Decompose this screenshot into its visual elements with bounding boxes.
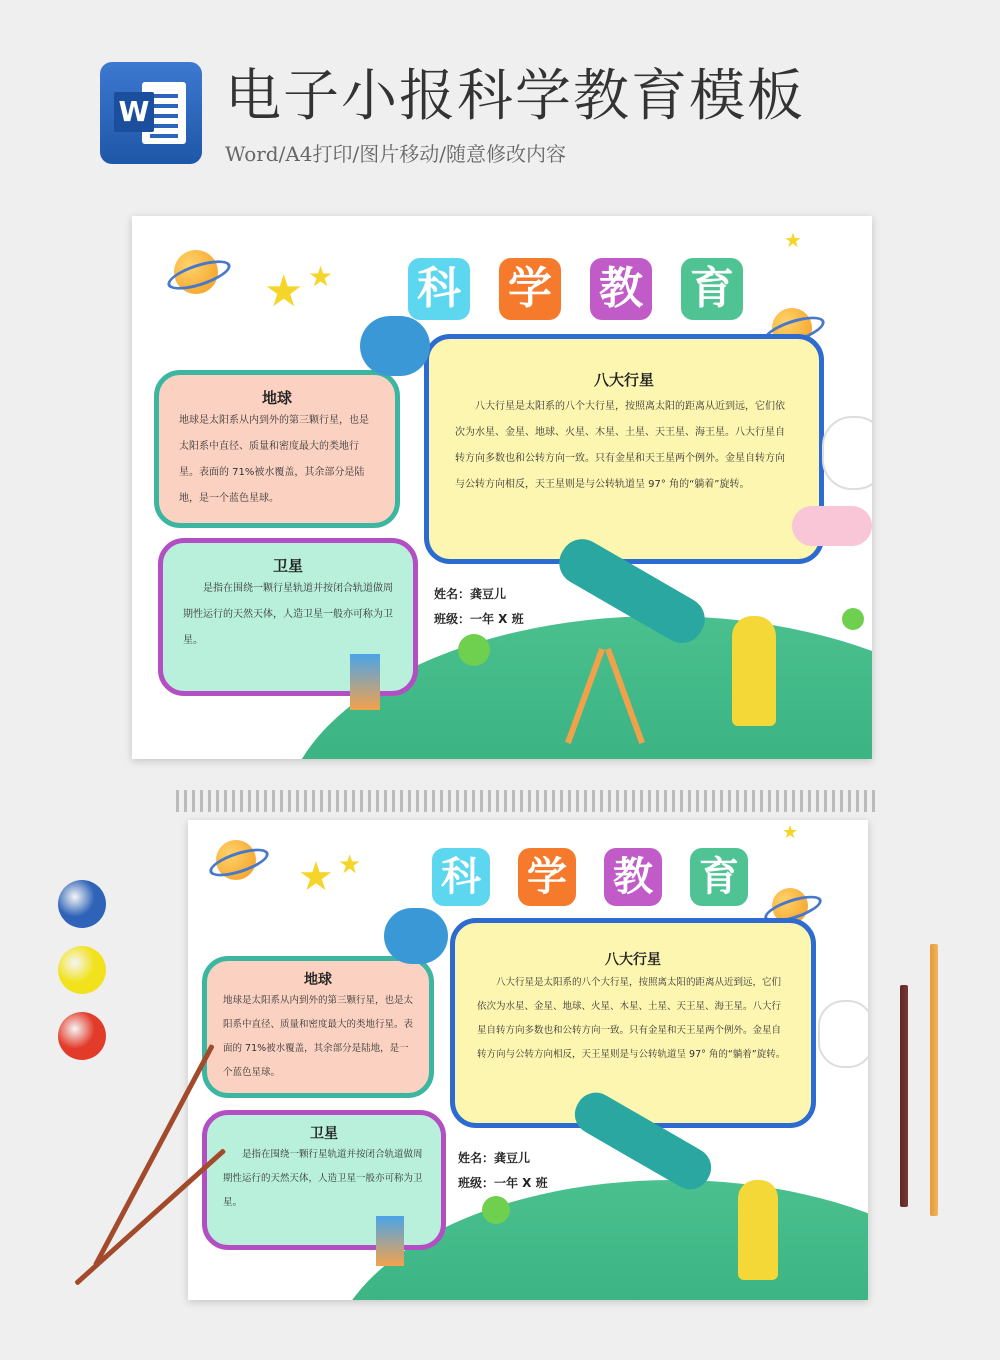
planets-box <box>424 334 824 564</box>
satellite-box <box>202 1110 446 1250</box>
star-icon: ★ <box>784 228 802 252</box>
girl-illustration <box>384 908 448 964</box>
word-app-icon <box>100 62 202 164</box>
earth-heading: 地球 <box>261 389 292 407</box>
tree-icon <box>458 634 490 666</box>
beaker-illustration <box>376 1216 404 1266</box>
poster-preview-top <box>132 216 872 759</box>
planets-text: 八大行星是太阳系的八个大行星，按照离太阳的距离从近到远，它们依次为水星、金星、地球、火星、木星、土星、天王星、海王星。八大行星自转方向多数也和公转方向一致。只有金星和天王星两个例外。金星自转方向与公转方向相反，天王星则是与公转轨道呈 97° 角的“躺着”旋转。 <box>477 977 786 1060</box>
class-line: 班级：一年 X 班 <box>458 1176 548 1190</box>
poster-preview-bottom <box>188 820 868 1300</box>
title-tile-2: 学 <box>518 848 576 906</box>
orange-pencil-icon <box>930 944 938 1216</box>
title-tile-3: 教 <box>604 848 662 906</box>
star-icon: ★ <box>338 850 362 880</box>
earth-text: 地球是太阳系从内到外的第三颗行星，也是太阳系中直径、质量和密度最大的类地行星。表面的 71%被水覆盖，其余部分是陆地，是一个蓝色星球。 <box>223 995 414 1078</box>
page-title: 电子小报科学教育模板 <box>225 64 805 129</box>
planets-heading: 八大行星 <box>593 371 654 389</box>
girl-illustration <box>360 316 430 376</box>
boy-illustration <box>738 1180 778 1280</box>
title-tile-3: 教 <box>590 258 652 320</box>
name-line: 姓名：龚豆儿 <box>434 587 507 601</box>
satellite-heading: 卫星 <box>310 1126 338 1142</box>
earth-text: 地球是太阳系从内到外的第三颗行星，也是太阳系中直径、质量和密度最大的类地行星。表面的 71%被水覆盖，其余部分是陆地，是一个蓝色星球。 <box>179 415 369 504</box>
notebook-spiral <box>176 790 880 812</box>
title-tile-4: 育 <box>690 848 748 906</box>
blue-paint-dot <box>58 880 106 928</box>
planets-heading: 八大行星 <box>605 952 661 968</box>
class-line: 班级：一年 X 班 <box>434 612 524 626</box>
title-tile-2: 学 <box>499 258 561 320</box>
star-icon: ★ <box>264 266 304 317</box>
earth-box <box>154 370 400 528</box>
earth-box <box>202 956 434 1098</box>
satellite-text: 是指在围绕一颗行星轨道并按闭合轨道做周期性运行的天然天体，人造卫星一般亦可称为卫星。 <box>183 583 393 646</box>
tree-icon <box>842 608 864 630</box>
satellite-heading: 卫星 <box>272 557 303 575</box>
star-icon: ★ <box>782 822 799 843</box>
yellow-paint-dot <box>58 946 106 994</box>
tree-icon <box>482 1196 510 1224</box>
name-line: 姓名：龚豆儿 <box>458 1151 531 1165</box>
red-paint-dot <box>58 1012 106 1060</box>
earth-heading: 地球 <box>304 972 332 988</box>
beaker-illustration <box>350 654 380 710</box>
cloud-illustration <box>792 506 872 546</box>
page-subtitle: Word/A4打印/图片移动/随意修改内容 <box>225 142 566 166</box>
title-tile-1: 科 <box>408 258 470 320</box>
student-info <box>434 582 524 632</box>
rabbit-illustration <box>822 416 872 490</box>
brown-pencil-icon <box>900 985 908 1207</box>
planets-box <box>450 918 816 1128</box>
rabbit-illustration <box>818 1000 868 1068</box>
star-icon: ★ <box>298 854 334 900</box>
satellite-text: 是指在围绕一颗行星轨道并按闭合轨道做周期性运行的天然天体，人造卫星一般亦可称为卫星。 <box>223 1149 423 1208</box>
star-icon: ★ <box>308 260 334 293</box>
title-tile-1: 科 <box>432 848 490 906</box>
planets-text: 八大行星是太阳系的八个大行星，按照离太阳的距离从近到远，它们依次为水星、金星、地球、火星、木星、土星、天王星、海王星。八大行星自转方向多数也和公转方向一致。只有金星和天王星两个例外。金星自转方向与公转方向相反，天王星则是与公转轨道呈 97° 角的“躺着”旋转。 <box>455 401 785 490</box>
boy-illustration <box>732 616 776 726</box>
title-tile-4: 育 <box>681 258 743 320</box>
student-info <box>458 1146 548 1196</box>
word-letter: W <box>114 92 154 132</box>
